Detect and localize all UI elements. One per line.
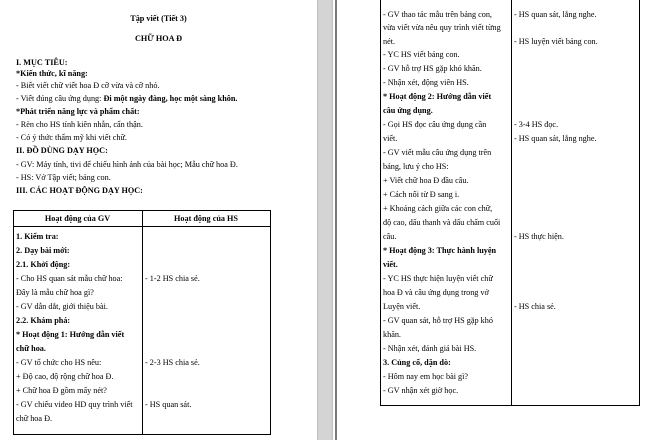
table-row: - GV hỗ trợ HS gặp khó khăn. — [383, 64, 482, 73]
document-page-left — [0, 0, 317, 440]
table-row: + Cách nối từ Đ sang i. — [383, 190, 460, 199]
table-row: - GV dẫn dắt, giới thiệu bài. — [16, 302, 108, 311]
table-row: + Viết chữ hoa Đ đầu câu. — [383, 176, 469, 185]
lesson-title: Tập viết (Tiết 3) — [130, 14, 187, 23]
document-page-right — [333, 0, 650, 440]
student-activity: - HS thực hiện. — [514, 232, 564, 241]
student-activity: - 2-3 HS chia sẻ. — [145, 358, 200, 367]
table-row: + Độ cao, độ rộng chữ hoa Đ. — [16, 372, 114, 381]
text-line: - Có ý thức thẩm mỹ khi viết chữ. — [16, 133, 127, 142]
table-row: 2.1. Khởi động: — [16, 260, 71, 269]
subheading-competence: *Phát triển năng lực và phẩm chất: — [16, 107, 140, 116]
section-heading-activities: III. CÁC HOẠT ĐỘNG DẠY HỌC: — [16, 186, 143, 195]
table-row: khăn. — [383, 330, 401, 339]
table-row: 1. Kiểm tra: — [16, 232, 59, 241]
table-row: nét. — [383, 37, 396, 46]
scrollbar[interactable] — [335, 0, 337, 440]
table-row: độ cao, dấu thanh và dấu chấm cuối — [383, 218, 501, 227]
table-row: - GV thao tác mẫu trên bảng con, — [383, 10, 492, 19]
text-line: - Biết viết chữ viết hoa Đ cỡ vừa và cỡ nhỏ. — [16, 81, 160, 90]
section-heading-materials: II. ĐỒ DÙNG DẠY HỌC: — [16, 146, 108, 155]
table-row: - GV quan sát, hỗ trợ HS gặp khó — [383, 316, 493, 325]
table-row: bảng, lưu ý cho HS: — [383, 162, 449, 171]
table-row: - Cho HS quan sát mẫu chữ hoa: — [16, 274, 123, 283]
table-row: + Chữ hoa Đ gồm mấy nét? — [16, 386, 107, 395]
table-row: - Nhận xét, đánh giá bài HS. — [383, 344, 477, 353]
section-heading-objectives: I. MỤC TIÊU: — [16, 58, 68, 67]
table-row: - YC HS thực hiện luyện viết chữ — [383, 274, 493, 283]
table-row: * Hoạt động 3: Thực hành luyện — [383, 246, 497, 255]
student-activity: - HS quan sát, lắng nghe. — [514, 10, 597, 19]
table-row: * Hoạt động 1: Hướng dẫn viết — [16, 330, 125, 339]
table-row: - GV viết mẫu câu ứng dụng trên — [383, 148, 492, 157]
table-row: viết. — [383, 134, 398, 143]
student-activity: - HS quan sát. — [145, 400, 192, 409]
table-row: + Khoảng cách giữa các con chữ, — [383, 204, 493, 213]
applied-sentence: Đi một ngày đàng, học một sàng khôn. — [103, 94, 238, 103]
subheading-knowledge: *Kiến thức, kĩ năng: — [16, 69, 88, 78]
table-row: - GV nhận xét giờ học. — [383, 386, 459, 395]
table-row: - Hôm nay em học bài gì? — [383, 372, 469, 381]
table-row: * Hoạt động 2: Hướng dẫn viết — [383, 92, 492, 101]
student-activity: - HS quan sát, lắng nghe. — [514, 134, 597, 143]
table-row: câu ứng dụng. — [383, 106, 433, 115]
table-row: 3. Củng cố, dặn dò: — [383, 358, 451, 367]
student-activity: - HS chia sẻ. — [514, 302, 556, 311]
table-row: chữ hoa. — [16, 344, 46, 353]
table-row: Luyện viết. — [383, 302, 421, 311]
text-line: - GV: Máy tính, tivi để chiếu hình ảnh của bài học; Mẫu chữ hoa Đ. — [16, 160, 238, 169]
table-header-teacher: Hoạt động của GV — [44, 214, 111, 223]
table-row: 2.2. Khám phá: — [16, 316, 71, 325]
table-row: chữ hoa Đ. — [16, 414, 53, 423]
lesson-subtitle: CHỮ HOA Đ — [134, 34, 182, 43]
table-row: - YC HS viết bảng con. — [383, 50, 460, 59]
table-row: 2. Dạy bài mới: — [16, 246, 70, 255]
table-row: - GV chiếu video HD quy trình viết — [16, 400, 133, 409]
table-header-students: Hoạt động của HS — [174, 214, 238, 223]
table-row: Đây là mẫu chữ hoa gì? — [16, 288, 94, 297]
student-activity: - 1-2 HS chia sẻ. — [145, 274, 200, 283]
table-row: câu. — [383, 232, 397, 241]
table-row: hoa Đ và câu ứng dụng trong vở — [383, 288, 489, 297]
text-line: - Viết đúng câu ứng dụng: Đi một ngày đàng, học một sàng khôn. — [16, 94, 238, 103]
table-row: viết. — [383, 260, 398, 269]
student-activity: - 3-4 HS đọc. — [514, 120, 559, 129]
table-row: - Nhận xét, động viên HS. — [383, 78, 469, 87]
table-row: - Gọi HS đọc câu ứng dụng cần — [383, 120, 487, 129]
table-row: - GV tổ chức cho HS nêu: — [16, 358, 102, 367]
text-line: - HS: Vở Tập viết; bảng con. — [16, 173, 111, 182]
text-line: - Rèn cho HS tính kiên nhẫn, cẩn thận. — [16, 120, 143, 129]
table-row: vừa viết vừa nêu quy trình viết từng — [383, 23, 501, 32]
student-activity: - HS luyện viết bảng con. — [514, 37, 598, 46]
